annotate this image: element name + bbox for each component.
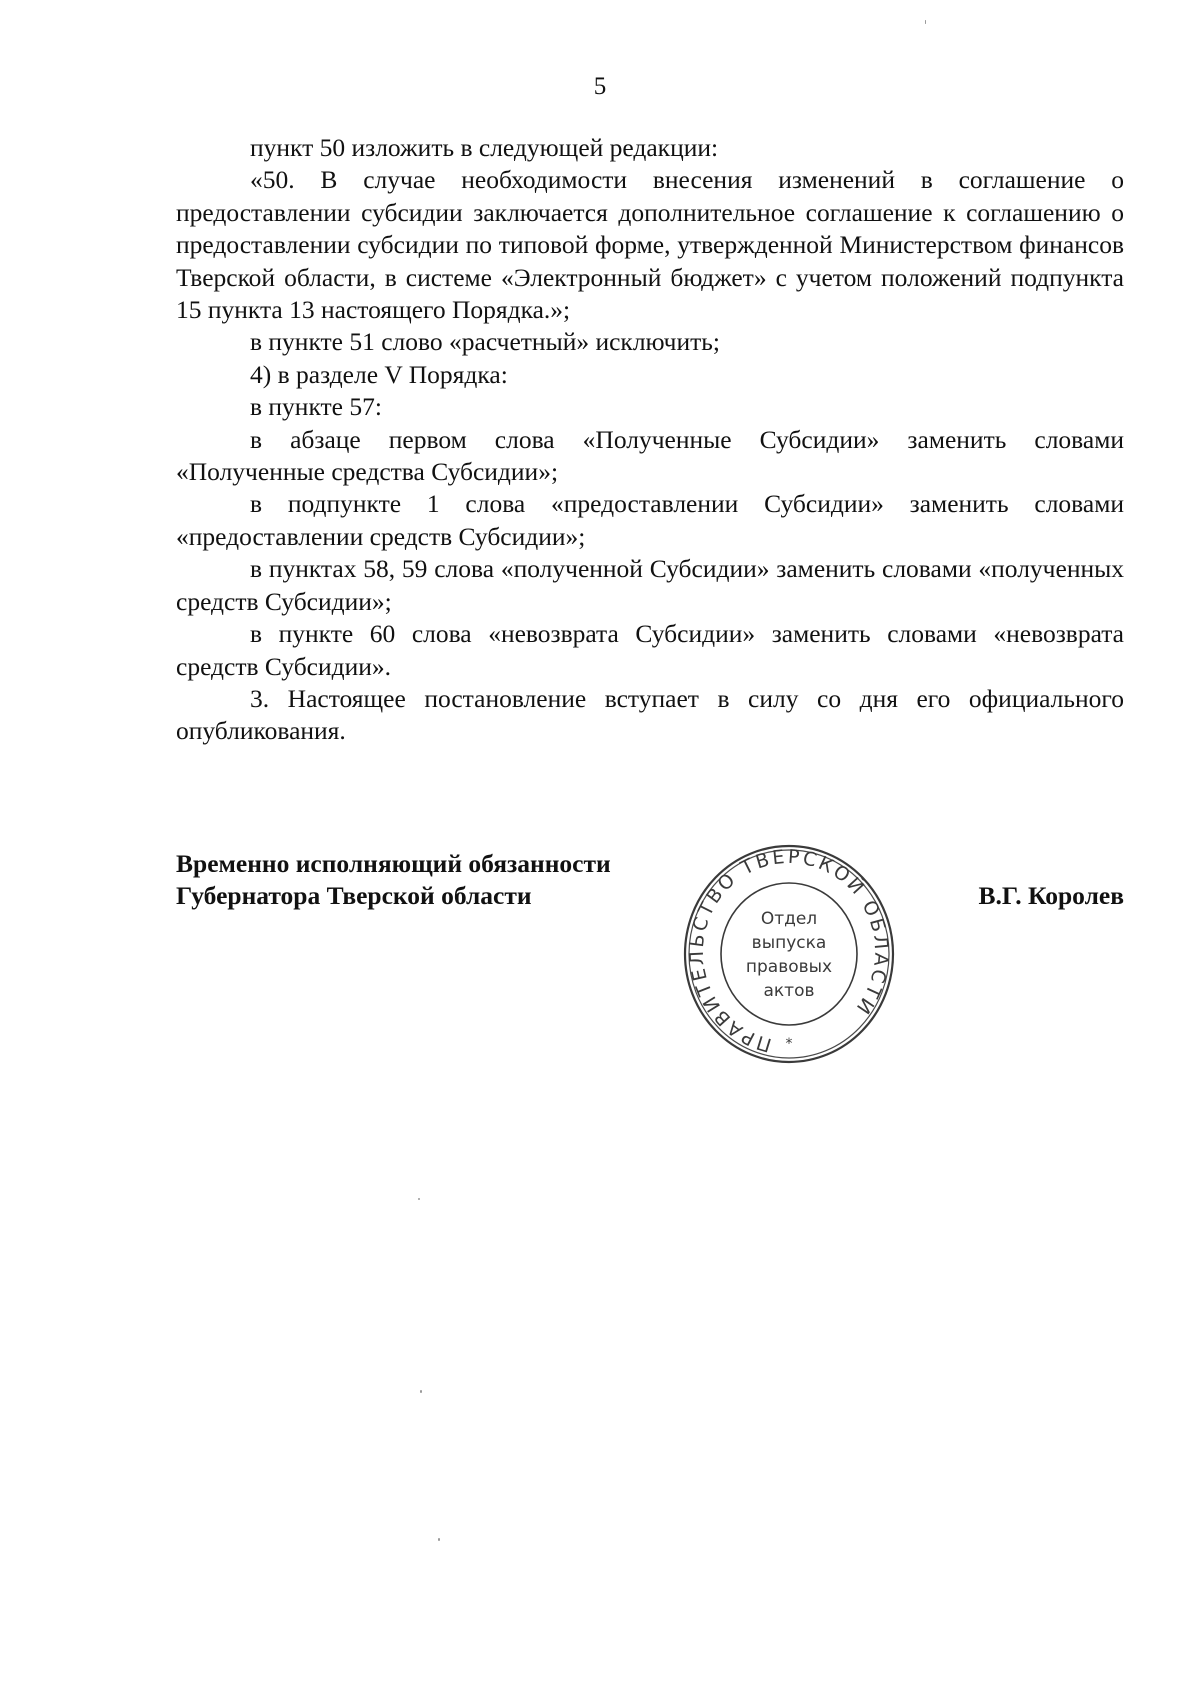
scan-speck bbox=[925, 20, 926, 24]
paragraph: в абзаце первом слова «Полученные Субсидии» заменить словами «Полученные средства Субсидии»; bbox=[176, 424, 1124, 487]
paragraph: в пункте 60 слова «невозврата Субсидии» заменить словами «невозврата средств Субсидии». bbox=[176, 619, 1124, 681]
stamp-inner-ring bbox=[721, 883, 857, 1025]
stamp-center-line-3: правовых bbox=[745, 957, 833, 977]
signature-block bbox=[176, 848, 1124, 918]
scan-speck bbox=[438, 1538, 440, 1541]
paragraph: 3. Настоящее постановление вступает в силу со дня его официального опубликования. bbox=[176, 683, 1124, 746]
official-stamp bbox=[680, 840, 898, 1068]
paragraph: в пунктах 58, 59 слова «полученной Субсидии» заменить словами «полученных средств Субсидии»; bbox=[176, 554, 1124, 616]
signatory-name: В.Г. Королев bbox=[978, 881, 1124, 910]
paragraph: 4) в разделе V Порядка: bbox=[250, 359, 508, 389]
paragraph: в пункте 51 слово «расчетный» исключить; bbox=[250, 327, 720, 357]
scan-speck bbox=[420, 1390, 422, 1393]
page-number: 5 bbox=[593, 73, 607, 100]
scan-speck bbox=[418, 1198, 420, 1200]
signatory-position-line-1: Временно исполняющий обязанности bbox=[176, 849, 611, 878]
paragraph: пункт 50 изложить в следующей редакции: bbox=[250, 133, 719, 162]
paragraph: «50. В случае необходимости внесения изменений в соглашение о предоставлении субсидии заключается дополнительное соглашение к соглашению о предоставлении субсидии по типовой форме, утвержденной Министерством финансов Тверской области, в системе «Электронный бюджет» с учетом положений подпункта 15 пункта 13 настоящего Порядка.»; bbox=[176, 165, 1124, 325]
paragraph: в подпункте 1 слова «предоставлении Субсидии» заменить словами «предоставлении средств Субсидии»; bbox=[176, 489, 1124, 551]
document-body bbox=[176, 132, 1124, 748]
stamp-star: * bbox=[785, 1036, 793, 1052]
signatory-position-line-2: Губернатора Тверской области bbox=[176, 881, 532, 910]
stamp-center-line-2: выпуска bbox=[751, 933, 827, 953]
stamp-seal-icon bbox=[680, 840, 898, 1068]
stamp-ring-text: ПРАВИТЕЛЬСТВО ТВЕРСКОЙ ОБЛАСТИ bbox=[685, 845, 893, 1057]
stamp-center-line-1: Отдел bbox=[760, 909, 818, 929]
signatory-position bbox=[176, 848, 611, 912]
paragraph: в пункте 57: bbox=[250, 392, 382, 422]
stamp-center-line-4: актов bbox=[763, 981, 815, 1001]
